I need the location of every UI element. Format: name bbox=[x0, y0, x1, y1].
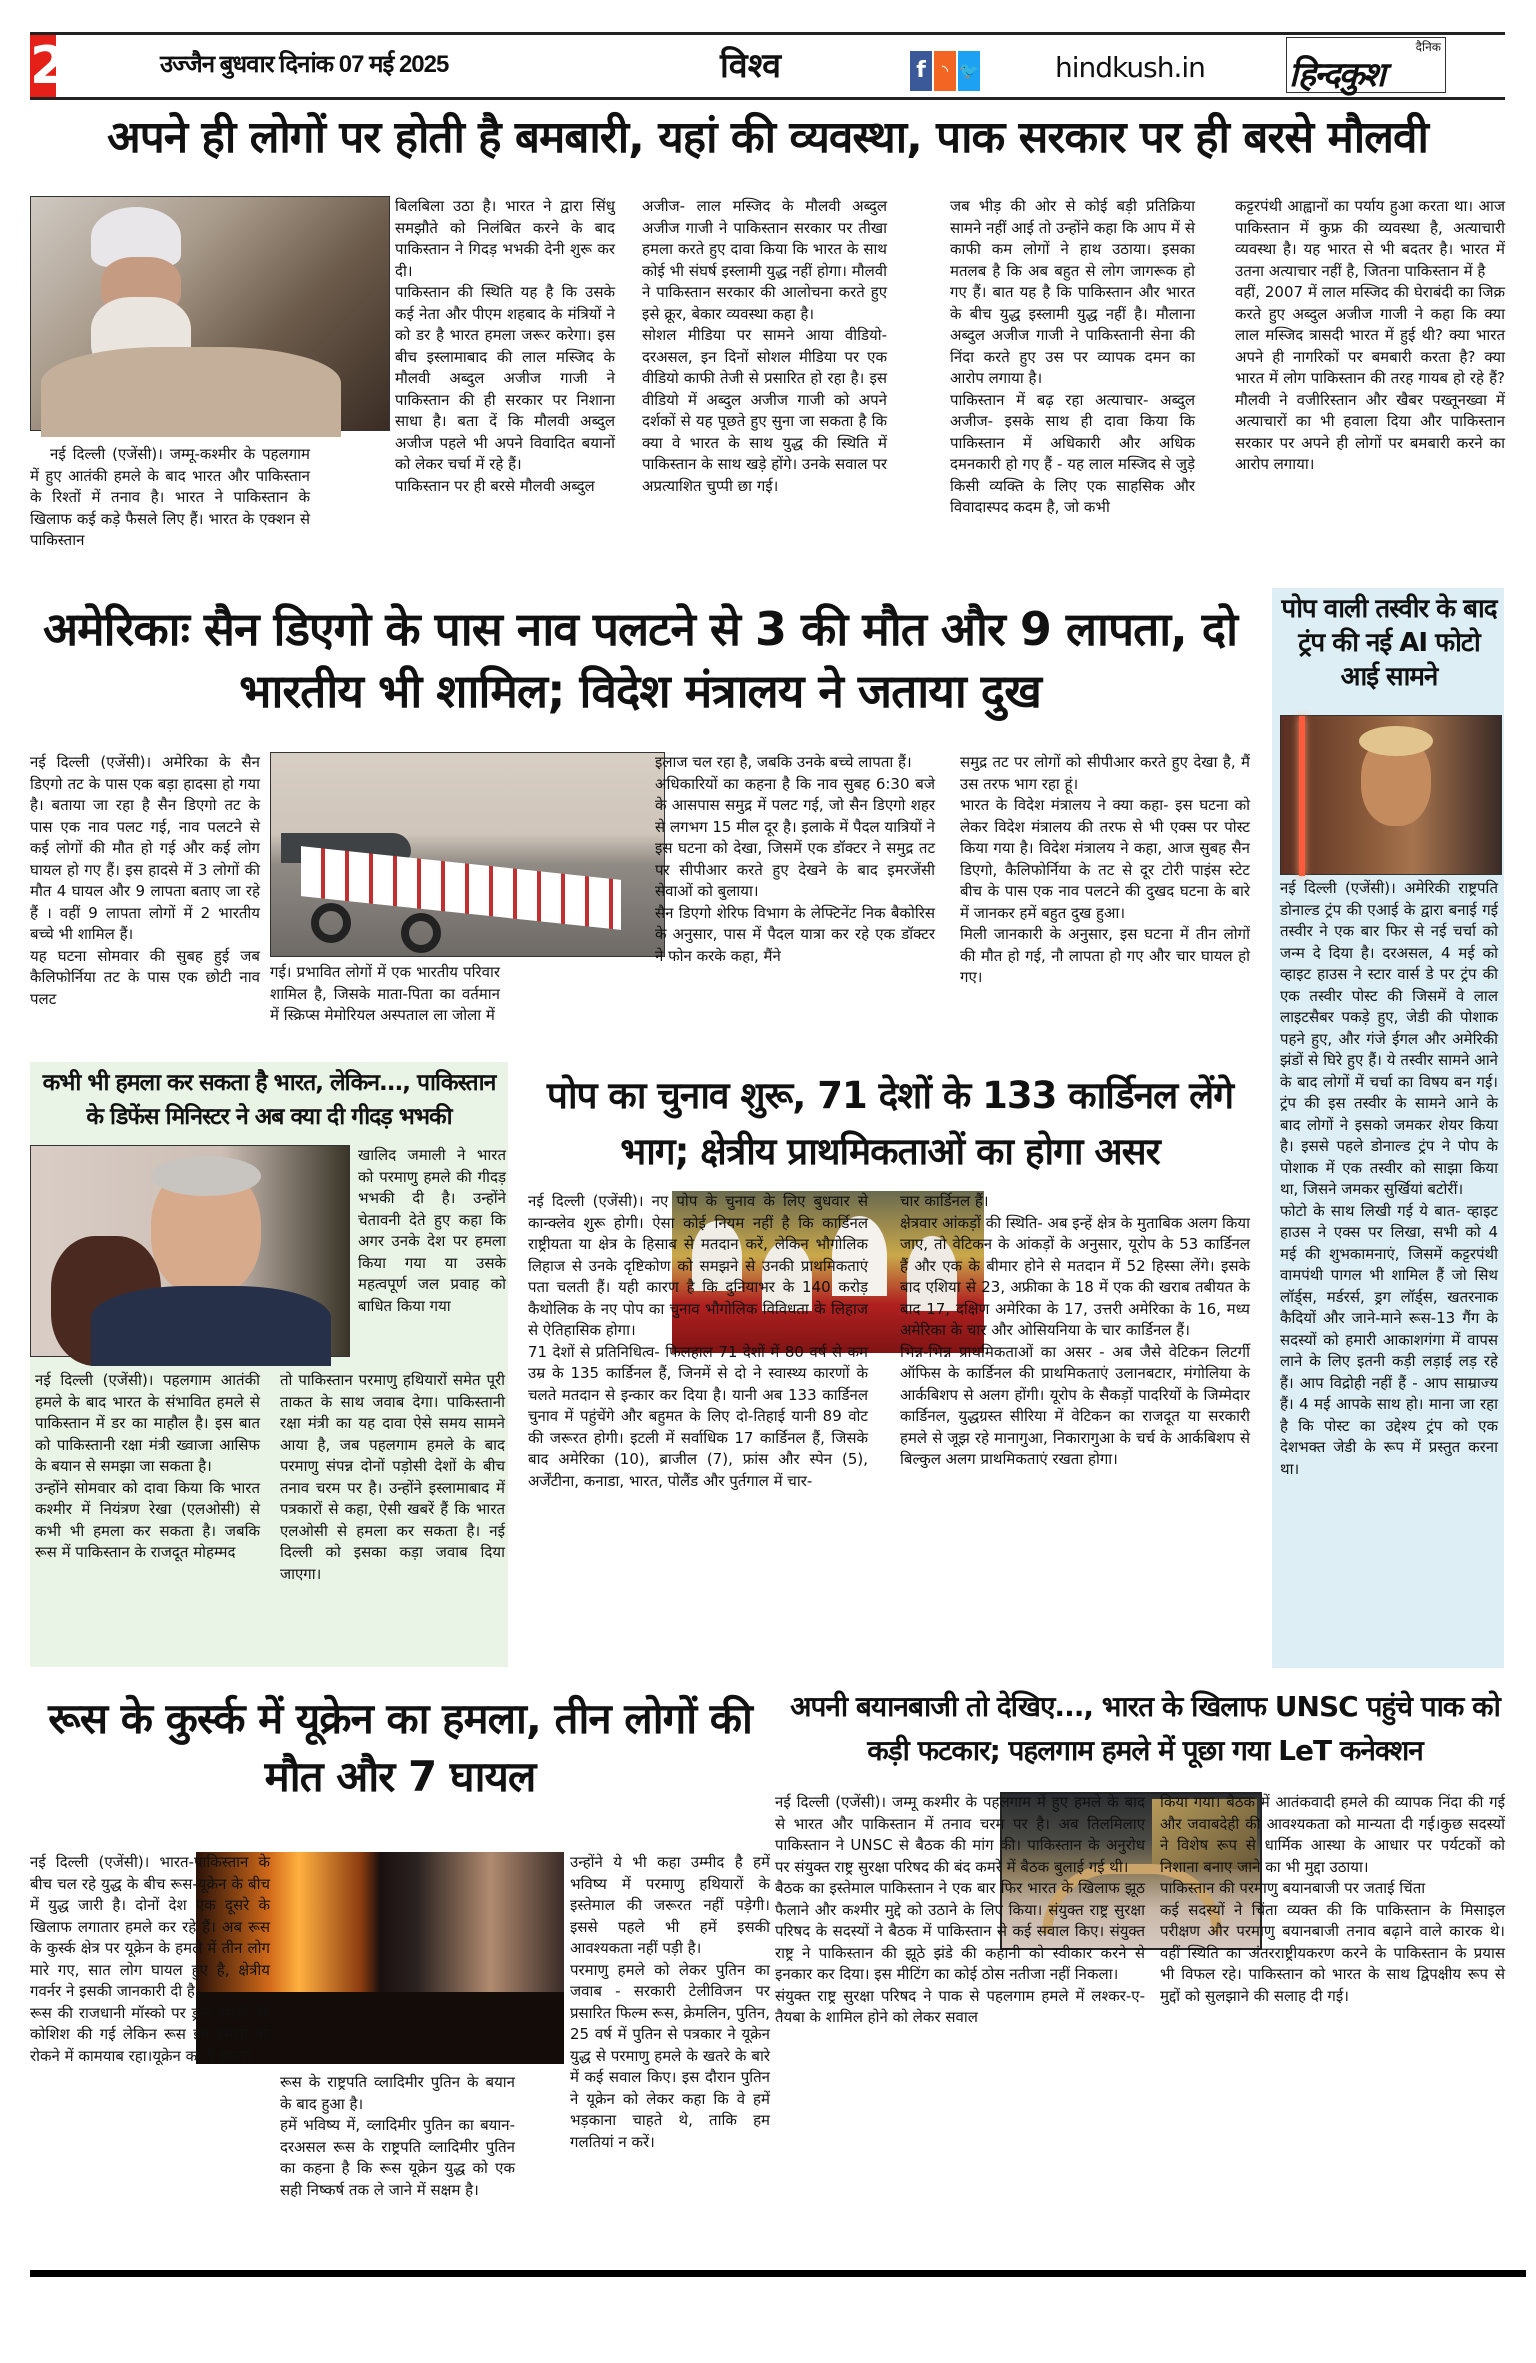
facebook-icon[interactable]: f bbox=[910, 51, 932, 91]
trump-ai-photo bbox=[1280, 715, 1502, 875]
article4-headline: पोप का चुनाव शुरू, 71 देशों के 133 कार्डिनल लेंगे भाग; क्षेत्रीय प्राथमिकताओं का होगा असर bbox=[546, 1074, 1234, 1173]
section-title: विश्व bbox=[720, 46, 782, 86]
logo-small-text: दैनिक bbox=[1415, 40, 1441, 54]
masthead bbox=[30, 32, 1505, 100]
article6-col2: किया गया। बैठक में आतंकवादी हमले की व्यापक निंदा की गई और जवाबदेही की आवश्यकता को मान्यता दी गई।कुछ सदस्यों ने विशेष रूप से धार्मिक आस्था के आधार पर पर्यटकों को निशाना बनाए जाने का भी मुद्दा उठाया। पाकिस्तान की परमाणु बयानबाजी पर जताई चिंता कई सदस्यों ने चिंता व्यक्त की कि पाकिस्तान के मिसाइल परीक्षण और परमाणु बयानबाजी तनाव बढ़ाने वाले कारक थे। वहीं स्थिति का अंतरराष्ट्रीयकरण करने के पाकिस्तान के प्रयास भी विफल रहे। पाकिस्तान को भारत के साथ द्विपक्षीय रूप से मुद्दों को सुलझाने की सलाह दी गई। bbox=[1160, 1793, 1505, 2005]
dateline: उज्जैन बुधवार दिनांक 07 मई 2025 bbox=[160, 51, 449, 78]
article5-col2: रूस के राष्ट्रपति व्लादिमीर पुतिन के बयान के बाद हुआ है। हमें भविष्य में, व्लादिमीर पुतिन का बयान- दरअसल रूस के राष्ट्रपति व्लादिमीर पुतिन का कहना है कि रूस यूक्रेन युद्ध को एक सही निष्कर्ष तक ले जाने में सक्षम है। bbox=[280, 2073, 515, 2199]
article2-col3: इलाज चल रहा है, जबकि उनके बच्चे लापता हैं। अधिकारियों का कहना है कि नाव सुबह 6:30 बजे के आसपास समुद्र में पलट गई, जो सैन डिएगो शहर से लगभग 15 मील दूर है। इलाके में पैदल यात्रियों ने इस घटना को देखा, जिसमें एक डॉक्टर ने समुद्र तट पर सीपीआर करते हुए देखने के बाद इमरजेंसी सेवाओं को बुलाया। सैन डिएगो शेरिफ विभाग के लेफ्टिनेंट निक बैकोरिस के अनुसार, पास में पैदल यात्रा कर रहे एक डॉक्टर ने फोन करके कहा, मैंने bbox=[655, 753, 935, 965]
article1-col3: अजीज- लाल मस्जिद के मौलवी अब्दुल अजीज गाजी ने पाकिस्तान सरकार पर तीखा हमला करते हुए दावा किया कि भारत के साथ कोई भी संघर्ष इस्लामी युद्ध नहीं होगा। मौलवी ने पाकिस्तान सरकार की आलोचना करते हुए इसे क्रूर, बेकार व्यवस्था कहा है। सोशल मीडिया पर सामने आया वीडियो- दरअसल, इन दिनों सोशल मीडिया पर एक वीडियो काफी तेजी से प्रसारित हो रहा है। इस वीडियो में अब्दुल अजीज गाजी को अपने दर्शकों से यह पूछते हुए सुना जा सकता है कि क्या वे भारत के साथ युद्ध की स्थिति में पाकिस्तान के साथ खड़े होंगे। उनके सवाल पर अप्रत्याशित चुप्पी छा गई। bbox=[642, 197, 887, 495]
article1-col2: बिलबिला उठा है। भारत ने द्वारा सिंधु समझौते को निलंबित करने के बाद पाकिस्तान ने गिदड़ भभकी देनी शुरू कर दी। पाकिस्तान की स्थिति यह है कि उसके कई नेता और पीएम शहबाद के मंत्रियों ने को डर है भारत हमला जरूर करेगा। इस बीच इस्लामाबाद की लाल मस्जिद के मौलवी अब्दुल अजीज गाजी ने पाकिस्तान की ही सरकार पर निशाना साधा है। बता दें कि मौलवी अब्दुल अजीज पहले भी अपने विवादित बयानों को लेकर चर्चा में रहे हैं। पाकिस्तान पर ही बरसे मौलवी अब्दुल bbox=[395, 197, 615, 495]
article6-headline: अपनी बयानबाजी तो देखिए..., भारत के खिलाफ UNSC पहुंचे पाक को कड़ी फटकार; पहलगाम हमले में पूछा गया LeT कनेक्शन bbox=[790, 1690, 1500, 1767]
article4-col1: नई दिल्ली (एजेंसी)। नए पोप के चुनाव के लिए बुधवार से कान्क्लेव शुरू होगी। ऐसा कोई नियम नहीं है कि कार्डिनल राष्ट्रीयता या क्षेत्र के हिसाब से मतदान करें, लेकिन भौगोलिक लिहाज से उनके दृष्टिकोण को समझने से उनकी प्राथमिकताएं पता चलती हैं। यही कारण है कि दुनियाभर के 140 करोड़ कैथोलिक के नए पोप का चुनाव भौगोलिक विविधता के लिहाज से ऐतिहासिक होगा। 71 देशों से प्रतिनिधित्व- फिलहाल 71 देशों में 80 वर्ष से कम उम्र के 135 कार्डिनल हैं, जिनमें से दो ने स्वास्थ्य कारणों के चलते मतदान से इन्कार कर दिया है। यानी अब 133 कार्डिनल चुनाव में पहुंचेंगे और बहुमत के लिए दो-तिहाई यानी 89 वोट की जरूरत होगी। इटली में सर्वाधिक 17 कार्डिनल हैं, जिसके बाद अमेरिका (10), ब्राजील (7), फ्रांस और स्पेन (5), अर्जेंटीना, कनाडा, भारत, पोलैंड और पुर्तगाल में चार- bbox=[528, 1192, 868, 1490]
bottom-rule bbox=[30, 2270, 1526, 2277]
defence-minister-photo bbox=[30, 1145, 350, 1357]
article1-col1: नई दिल्ली (एजेंसी)। जम्मू-कश्मीर के पहलगाम में हुए आतंकी हमले के बाद भारत और पाकिस्तान के रिश्तों में तनाव है। भारत ने पाकिस्तान के खिलाफ कई कड़े फैसले लिए हैं। भारत के एक्शन से पाकिस्तान bbox=[30, 445, 310, 549]
article2-col4: समुद्र तट पर लोगों को सीपीआर करते हुए देखा है, मैं उस तरफ भाग रहा हूं। भारत के विदेश मंत्रालय ने क्या कहा- इस घटना को लेकर विदेश मंत्रालय की तरफ से भी एक्स पर पोस्ट किया गया है। विदेश मंत्रालय ने कहा, आज सुबह सैन डिएगो, कैलिफोर्निया के तट से दूर टोरी पाइंस स्टेट बीच के पास एक नाव पलटने की दुखद घटना के बारे में जानकर हमें बहुत दुख हुआ। मिली जानकारी के अनुसार, इस घटना में तीन लोगों की मौत हो गई, नौ लापता हो गए और चार घायल हो गए। bbox=[960, 753, 1250, 986]
article1-col4: जब भीड़ की ओर से कोई बड़ी प्रतिक्रिया सामने नहीं आई तो उन्होंने कहा कि आप में से काफी कम लोगों ने हाथ उठाया। इसका मतलब है कि अब बहुत से लोग जागरूक हो गए हैं। बात यह है कि पाकिस्तान और भारत के बीच युद्ध इस्लामी युद्ध नहीं है। मौलाना अब्दुल अजीज गाजी ने पाकिस्तानी सेना की निंदा करते हुए उस पर व्यापक दमन का आरोप लगाया है। पाकिस्तान में बढ़ रहा अत्याचार- अब्दुल अजीज- इसके साथ ही दावा किया कि पाकिस्तान में अधिकारी और अधिक दमनकारी हो गए हैं - यह लाल मस्जिद से जुड़े किसी व्यक्ति के लिए एक साहसिक और विवादास्पद कदम है, जो कभी bbox=[950, 197, 1195, 516]
website-link[interactable]: hindkush.in bbox=[1055, 51, 1205, 84]
article2-headline: अमेरिकाः सैन डिएगो के पास नाव पलटने से 3 की मौत और 9 लापता, दो भारतीय भी शामिल; विदेश मंत्रालय ने जताया दुख bbox=[42, 602, 1238, 718]
article3-side-text: खालिद जमाली ने भारत को परमाणु हमले की गीदड़ भभकी दी है। उन्होंने चेतावनी देते हुए कहा कि अगर उनके देश पर हमला किया गया या उसके महत्वपूर्ण जल प्रवाह को बाधित किया गया bbox=[358, 1146, 506, 1315]
article3-col1: नई दिल्ली (एजेंसी)। पहलगाम आतंकी हमले के बाद भारत के संभावित हमले से पाकिस्तान में डर का माहौल है। इस बात को पाकिस्तानी रक्षा मंत्री ख्वाजा आसिफ के बयान से समझा जा सकता है। उन्होंने सोमवार को दावा किया कि भारत कश्मीर में नियंत्रण रेखा (एलओसी) से कभी भी हमला कर सकता है। जबकि रूस में पाकिस्तान के राजदूत मोहम्मद bbox=[35, 1371, 260, 1561]
logo-text: हिन्दकुश bbox=[1289, 55, 1384, 95]
article5-headline: रूस के कुर्स्क में यूक्रेन का हमला, तीन लोगों की मौत और 7 घायल bbox=[48, 1694, 752, 1801]
social-links bbox=[910, 51, 980, 91]
article2-col2: गई। प्रभावित लोगों में एक भारतीय परिवार शामिल है, जिसके माता-पिता का वर्तमान में स्क्रिप्स मेमोरियल अस्पताल ला जोला में bbox=[270, 963, 500, 1024]
article6-col1: नई दिल्ली (एजेंसी)। जम्मू कश्मीर के पहलगाम में हुए हमले के बाद से भारत और पाकिस्तान में तनाव चरम पर है। अब तिलमिलाए पाकिस्तान ने UNSC से बैठक की मांग की। पाकिस्तान के अनुरोध पर संयुक्त राष्ट्र सुरक्षा परिषद की बंद कमरे में बैठक बुलाई गई थी। बैठक का इस्तेमाल पाकिस्तान ने एक बार फिर भारत के खिलाफ झूठ फैलाने और कश्मीर मुद्दे को उठाने के लिए किया। संयुक्त राष्ट्र सुरक्षा परिषद के सदस्यों ने बैठक में पाकिस्तान से कई सवाल किए। संयुक्त राष्ट्र ने पाकिस्तान की झूठे झंडे की कहानी को स्वीकार करने से इनकार कर दिया। इस मीटिंग का कोई ठोस नतीजा नहीं निकला। संयुक्त राष्ट्र सुरक्षा परिषद ने पाक से पहलगाम हमले में लश्कर-ए-तैयबा के शामिल होने को लेकर सवाल bbox=[775, 1793, 1145, 2026]
capsized-boat-photo bbox=[270, 752, 665, 957]
article1-headline: अपने ही लोगों पर होती है बमबारी, यहां की व्यवस्था, पाक सरकार पर ही बरसे मौलवी bbox=[107, 112, 1428, 163]
cleric-photo bbox=[30, 196, 390, 431]
article5-col1: नई दिल्ली (एजेंसी)। भारत-पाकिस्तान के बीच चल रहे युद्ध के बीच रूस-यूक्रेन के बीच में युद्ध जारी है। दोनों देश एक दूसरे के खिलाफ लगातार हमले कर रहे हैं। अब रूस के कुर्स्क क्षेत्र पर यूक्रेन के हमले में तीन लोग मारे गए, सात लोग घायल हुए है, क्षेत्रीय गवर्नर ने इसकी जानकारी दी है। रूस की राजधानी मॉस्को पर ड्रोन हमलों की कोशिश की गई लेकिन रूस इन हमलों को रोकने में कामयाब रहा।यूक्रेन का ये हमला bbox=[30, 1853, 270, 2065]
article4-col2: चार कार्डिनल हैं। क्षेत्रवार आंकड़ों की स्थिति- अब इन्हें क्षेत्र के मुताबिक अलग किया जाए, तो वेटिकन के आंकड़ों के अनुसार, यूरोप के 53 कार्डिनल हैं और एक के बीमार होने से मतदान में 52 हिस्सा लेंगे। इसके बाद एशिया से 23, अफ्रीका के 18 में एक की खराब तबीयत के बाद 17, दक्षिण अमेरिका के 17, उत्तरी अमेरिका के 16, मध्य अमेरिका के चार और ओसियनिया के चार कार्डिनल हैं। भिन्न-भिन्न प्राथमिकताओं का असर - अब जैसे वेटिकन लिटर्गी ऑफिस के कार्डिनल की प्राथमिकताएं उलानबटार, मंगोलिया के आर्कबिशप से अलग होंगी। यूरोप के सैकड़ों पादरियों के जिम्मेदार कार्डिनल, युद्धग्रस्त सीरिया में वेटिकन का राजदूत या सरकारी हमले से जूझ रहे मानागुआ, निकारागुआ के चर्च के आर्कबिशप से बिल्कुल अलग प्राथमिकताएं रखता होगा। bbox=[900, 1192, 1250, 1468]
twitter-icon[interactable]: 🐦 bbox=[958, 51, 980, 91]
page-number: 2 bbox=[30, 36, 67, 96]
rss-icon[interactable]: ◝ bbox=[934, 51, 956, 91]
sidebar-headline: पोप वाली तस्वीर के बाद ट्रंप की नई AI फोटो आई सामने bbox=[1281, 594, 1497, 692]
article2-col1: नई दिल्ली (एजेंसी)। अमेरिका के सैन डिएगो तट के पास एक बड़ा हादसा हो गया है। बताया जा रहा है सैन डिएगो तट के पास एक नाव पलट गई, नाव पलटने से कई लोगों की मौत हो गई और कई लोग घायल हो गए हैं। इस हादसे में 3 लोगों की मौत 4 घायल और 9 लापता बताए जा रहे हैं । वहीं 9 लापता लोगों में 2 भारतीय बच्चे भी शामिल हैं। यह घटना सोमवार की सुबह हुई जब कैलिफोर्निया तट के पास एक छोटी नाव पलट bbox=[30, 753, 260, 1008]
article5-col3: उन्होंने ये भी कहा उम्मीद है हमें भविष्य में परमाणु हथियारों के इस्तेमाल की जरूरत नहीं पड़ेगी। इससे पहले भी हमें इसकी आवश्यकता नहीं पड़ी है। परमाणु हमले को लेकर पुतिन का जवाब - सरकारी टेलीविजन पर प्रसारित फिल्म रूस, क्रेमलिन, पुतिन, 25 वर्ष में पुतिन से पत्रकार ने यूक्रेन युद्ध से परमाणु हमले के खतरे के बारे में कई सवाल किए। इस दौरान पुतिन ने यूक्रेन को लेकर कहा कि वे हमें भड़काना चाहते थे, ताकि हम गलतियां न करें। bbox=[570, 1853, 770, 2151]
sidebar-text: नई दिल्ली (एजेंसी)। अमेरिकी राष्ट्रपति डोनाल्ड ट्रंप की एआई के द्वारा बनाई गई तस्वीर ने एक बार फिर से नई चर्चा को जन्म दे दिया है। दरअसल, 4 मई को व्हाइट हाउस ने स्टार वार्स डे पर ट्रंप की एक तस्वीर पोस्ट की जिसमें वे लाल लाइटसैबर पकड़े हुए, जेडी की पोशाक पहने हुए, और गंजे ईगल और अमेरिकी झंडों से घिरे हुए हैं। ये तस्वीर सामने आने के बाद लोगों में चर्चा का विषय बन गई। ट्रंप की इस तस्वीर के सामने आने के बाद लोगों ने इसको जमकर शेयर किया है। इससे पहले डोनाल्ड ट्रंप ने पोप के पोशाक में एक तस्वीर को साझा किया था, जिसने जमकर सुर्खियां बटोरीं। फोटो के साथ लिखी गई ये बात- व्हाइट हाउस ने एक्स पर लिखा, सभी को 4 मई की शुभकामनाएं, जिसमें कट्टरपंथी वामपंथी पागल भी शामिल हैं जो सिथ लॉर्ड्स, मर्डरर्स, ड्रग लॉर्ड्स, खतरनाक कैदियों और जाने-माने रूस-13 गैंग के सदस्यों को हमारी आकाशगंगा में वापस लाने के लिए इतनी कड़ी लड़ाई लड़ रहे हैं। आप विद्रोही नहीं हैं - आप साम्राज्य हैं। 4 मई आपके साथ हो। माना जा रहा है कि पोस्ट का उद्देश्य ट्रंप को एक देशभक्त जेडी के रूप में प्रस्तुत करना था। bbox=[1280, 879, 1498, 1478]
newspaper-logo bbox=[1286, 37, 1446, 93]
article3-headline: कभी भी हमला कर सकता है भारत, लेकिन..., पाकिस्तान के डिफेंस मिनिस्टर ने अब क्या दी गीदड़ भभकी bbox=[42, 1070, 496, 1130]
article1-col5: कट्टरपंथी आह्वानों का पर्याय हुआ करता था। आज पाकिस्तान में कुफ्र की व्यवस्था है, अत्याचारी व्यवस्था है। यह भारत से भी बदतर है। भारत में उतना अत्याचार नहीं है, जितना पाकिस्तान में है वहीं, 2007 में लाल मस्जिद की घेराबंदी का जिक्र करते हुए अब्दुल अजीज गाजी ने कहा कि क्या लाल मस्जिद त्रासदी भारत में हुई थी? क्या भारत अपने ही नागरिकों पर बमबारी करता है? क्या भारत में लोग पाकिस्तान की तरह गायब हो रहे हैं? मौलवी ने वजीरिस्तान और खैबर पख्तूनख्वा में अत्याचारों का भी हवाला दिया और पाकिस्तान सरकार पर अपने ही लोगों पर बमबारी करने का आरोप लगाया। bbox=[1235, 197, 1505, 473]
article3-col2: तो पाकिस्तान परमाणु हथियारों समेत पूरी ताकत के साथ जवाब देगा। पाकिस्तानी रक्षा मंत्री का यह दावा ऐसे समय सामने आया है, जब पहलगाम हमले के बाद परमाणु संपन्न दोनों पड़ोसी देशों के बीच तनाव चरम पर है। उन्होंने इस्लामाबाद में पत्रकारों से कहा, ऐसी खबरें हैं कि भारत एलओसी से हमला कर सकता है। नई दिल्ली को इसका कड़ा जवाब दिया जाएगा। bbox=[280, 1371, 505, 1583]
